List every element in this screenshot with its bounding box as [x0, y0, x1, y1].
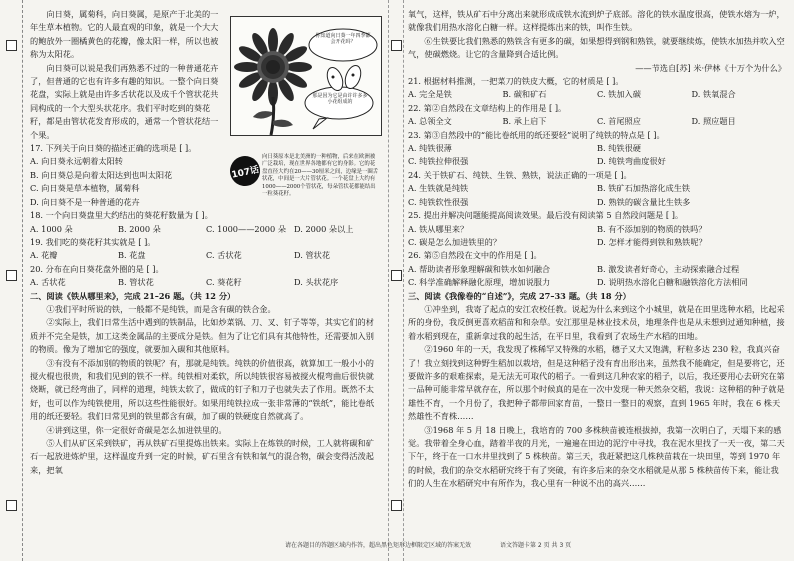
q19-option: D. 管状花 [294, 250, 331, 261]
q21-stem: 21. 根据材料推测，一把菜刀的铁皮大概，它的材质是 [ ]。 [408, 76, 624, 87]
right-column [408, 8, 786, 491]
q22-option: C. 首尾照应 [597, 116, 641, 127]
q22-options [408, 115, 786, 128]
q22-option: D. 照应题目 [691, 116, 736, 127]
q24-options [408, 182, 786, 195]
q21-options [408, 88, 786, 101]
q18-option: B. 2000 朵 [118, 223, 161, 234]
footer [0, 536, 794, 552]
q18-options [30, 223, 382, 236]
q24-options [408, 196, 786, 209]
q26-option: A. 帮助读者形象理解碳和铁水如何融合 [408, 263, 551, 274]
binding-hole [6, 270, 17, 281]
q17-option: D. 向日葵不是一种普通的花卉 [30, 196, 140, 207]
q17-option: A. 向日葵永远朝着太阳转 [30, 156, 123, 167]
q22-option: A. 总领全文 [408, 116, 452, 127]
q22-stem: 22. 第②自然段在文章结构上的作用是 [ ]。 [408, 102, 567, 113]
speech-bubble-top: 你知道向日葵一年四季都会开花吗？ [315, 33, 371, 45]
article-paragraph: ④讲到这里，你一定很好奇碳是怎么加进铁里的。 [46, 424, 227, 435]
q23-option: B. 纯铁很硬 [597, 143, 641, 154]
q25-options [408, 236, 786, 249]
q19-option: C. 舌状花 [206, 250, 242, 261]
binding-hole [6, 500, 17, 511]
q24-option: B. 铁矿石加热溶化成生铁 [597, 183, 691, 194]
article-paragraph: ①我们平时所说的铁，一般都不是纯铁，而是含有碳的铁合金。 [46, 303, 276, 314]
article-paragraph: ②实际上，我们日常生活中遇到的铁制品，比如炒菜锅、刀、叉、钉子等等，其实它们的材质并不完全是铁，加工这类金属品的主要成分是铁。但为了让它们具有其他特性，还需要加入别的物质。像为了增加它的强度，就要加入碳和其他原料。 [30, 317, 374, 355]
q20-stem: 20. 分布在向日葵花盘外圈的是 [ ]。 [30, 263, 164, 274]
q24-option: C. 纯铁软性很强 [408, 196, 469, 207]
q23-option: C. 纯铁拉伸很强 [408, 156, 469, 167]
article-continuation: ⑥生铁要比我们熟悉的熟铁含有更多的碳，如果想得到钢和熟铁，就要继续炼，使铁水加热并吹入空气，使碳燃烧。让它的含量降到合适比例。 [408, 35, 785, 60]
q21-option: A. 完全是铁 [408, 89, 452, 100]
q23-options [408, 155, 786, 168]
q23-option: A. 纯铁很薄 [408, 143, 452, 154]
binding-hole [6, 40, 17, 51]
q25-option: D. 怎样才能得到铁和熟铁呢？ [597, 236, 707, 247]
q19-option: A. 花瓣 [30, 250, 58, 261]
q23-options [408, 142, 786, 155]
q17-option: C. 向日葵是草本植物，属菊科 [30, 183, 140, 194]
q26-options [408, 276, 786, 289]
q26-option: B. 激发读者好奇心，主动探索融合过程 [597, 263, 740, 274]
q25-stem: 25. 提出并解决问题能提高阅读效果。最后没有阅读第 5 自然段问题是 [ ]。 [408, 210, 684, 221]
speech-bubble-bottom: 那是因为它是由许许多多小花组成的 [312, 93, 368, 105]
article-paragraph: ⑤人们从矿区采到铁矿，再从铁矿石里提炼出铁来。实际上在炼铁的时候，工人就将碳和矿石一起放进炼炉里，这样温度升到一定的时候，矿石里含有铁和氧气的混合物，碳会变得活泼起来，把氧 [30, 438, 374, 475]
q25-option: C. 碳是怎么加进铁里的？ [408, 236, 502, 247]
q19-options [30, 249, 382, 262]
q26-option: C. 科学准确解释融化原理，增加说服力 [408, 277, 551, 288]
q20-option: B. 管状花 [118, 277, 154, 288]
intro-paragraph: 向日葵可以说是我们再熟悉不过的一种普通花卉了，但普通的它也有许多有趣的知识。一整个向日葵花盘，实际上就是由许多舌状花以及成千个管状花共同构成的一个大型头状花序。我们平时吃到的葵花籽，都是由管状花发育形成的，通常一个管状花结一个果。 [30, 62, 219, 140]
binding-margin [0, 0, 23, 561]
q20-option: A. 舌状花 [30, 277, 66, 288]
episode-badge: 107话 [227, 153, 263, 189]
article-source: ——节选自[苏] 米·伊林《十万个为什么》 [635, 62, 786, 73]
figure-caption [230, 154, 380, 202]
q18-option: C. 1000——2000 朵 [206, 223, 287, 234]
q25-option: A. 铁从哪里来？ [408, 223, 469, 234]
q25-option: B. 有不添加别的物质的铁吗？ [597, 223, 707, 234]
q18-option: A. 1000 朵 [30, 223, 73, 234]
q20-option: C. 葵花籽 [206, 277, 242, 288]
section-3-heading: 三、阅读《我像卷的“自述”》，完成 27–33 题。（共 18 分） [408, 290, 631, 301]
q17-stem: 17. 下列关于向日葵的描述正确的选项是 [ ]。 [30, 143, 197, 154]
answer-area-warning: 请在各题目的答题区域内作答，超出黑色矩形边框限定区域的答案无效 [285, 542, 472, 549]
section-2-heading: 二、阅读《铁从哪里来》，完成 21–26 题。（共 12 分） [30, 290, 236, 301]
page-indicator: 语文答题卡第 2 页 共 3 页 [500, 542, 572, 549]
q21-option: C. 铁加入碳 [597, 89, 641, 100]
q26-stem: 26. 第⑤自然段在文中的作用是 [ ]。 [408, 250, 542, 261]
intro-paragraph: 向日葵，属菊科，向日葵属，是原产于北美的一年生草本植物。它的人最直观的印象，就是一个大大的鲍放外一圈橘黄色的花瓣，像太阳一样，所以也被称为太阳花。 [30, 9, 219, 60]
q26-options [408, 263, 786, 276]
article3-paragraph: ①冲坐到，我寄了起点的安江农校任教。说起为什么来到这个小城里，就是在田里选种水稻，比起采所的身份，我反倒更喜欢稻苗和和杂草。安江那里是林业技术员，地理条件也是从未想到过通知种植，接着水稻到现在，重新拿过我的起生活，在平日里，我看到了农场生产水稻的田地。 [408, 303, 785, 341]
article-continuation: 氧气，这样，铁从矿石中分离出来就形成成铁水流到炉子底部。溶化的铁水温度很高，使铁水熔为一炉，就像我们用热水溶化白糖一样。这样提炼出来的铁，叫作生铁。 [408, 9, 785, 33]
gutter-hole [391, 40, 402, 51]
q21-option: D. 铁氧混合 [691, 89, 736, 100]
q24-option: D. 熟铁的碳含量比生铁多 [597, 196, 691, 207]
q17-option: B. 向日葵总是向着太阳达到也叫太阳花 [30, 169, 173, 180]
q19-option: B. 花盘 [118, 250, 146, 261]
q25-options [408, 223, 786, 236]
q20-option: D. 头状花序 [294, 277, 339, 288]
q24-stem: 24. 关于铁矿石、纯铁、生铁、熟铁，说法正确的一项是 [ ]。 [408, 169, 632, 180]
q22-option: B. 承上启下 [502, 116, 547, 127]
gutter-hole [391, 500, 402, 511]
article3-paragraph: ②1960 年的一天，我发现了株稀罕又特殊的水稻，穗子又大又饱满，籽粒多达 230 粒，我真兴奋了！我立刻找到这种野生稻加以栽培，但是这种稻子没有育出形出来，虽然我不能确定，但是要将它，还要做许多的艰难探索，是无法无可取代的稻子。一看到这几种农家的稻子，以后，我还要用心去研究在第一品种可能非常早就存在，所以那个时候真的是在一次中发现一种天然杂交稻，我说：这种稻的种子就是雄性不育，一个月份了，我把种子都带回家育苗，一整日一整日的观察，直到 1965 年时，我在 6 株天然雄性不育株…… [408, 344, 785, 422]
caption-text: 向日葵原本是北美洲的一种植物，后来在欧洲被广泛栽培，现在世界各地都有它的身影。它的花盘直径大约在20——30厘米之间，边缘是一圈舌状花，中间是一大片管状花。一个花盘上大约有1000——2000个管状花，每朵管状花都能结出一粒葵花籽。 [262, 154, 379, 198]
q23-option: D. 纯铁弯曲度很好 [597, 156, 666, 167]
q23-stem: 23. 第③自然段中的“能比卷纸用的纸还要轻”说明了纯铁的特点是 [ ]。 [408, 129, 665, 140]
q18-option: D. 2000 朵以上 [294, 223, 354, 234]
q18-stem: 18. 一个向日葵盘里大约结出的葵花籽数量为 [ ]。 [30, 210, 213, 221]
q26-option: D. 说明热水溶化白糖和融铁溶化方法相同 [597, 277, 748, 288]
q19-stem: 19. 我们吃的葵花籽其实就是 [ ]。 [30, 236, 156, 247]
q20-options [30, 276, 382, 289]
sunflower-illustration [230, 16, 382, 136]
q21-option: B. 碳和矿石 [502, 89, 547, 100]
gutter-hole [391, 270, 402, 281]
q24-option: A. 生铁就是纯铁 [408, 183, 469, 194]
article-paragraph: ③有没有不添加别的物质的铁呢？有，那就是纯铁。纯铁的价值很高，就算加工一般小小的搅火棍也很贵，和我们见到的铁不一样。纯铁相对柔软，所以纯铁很容易被搅火棍弯曲后很快就烧断，就已经弯曲了，同样的道理，纯铁太软了，做成的钉子和刀子也就失去了作用。既然不太好，也可以作为纯铁使用，所以这些性能很好。如果用纯铁拉成一张非常薄的“铁纸”，能比卷纸用的纸还要轻。我们日常见到的铁里都含有碳，加了碳的铁硬度自然就高了。 [30, 357, 375, 422]
article3-paragraph: ③1968 年 5 月 18 日晚上，我培育的 700 多株秧苗被连根拔掉，我第一次明白了，天塌下来的感觉。我带着全身心血，踏着半夜的月光，一遍遍在田边的泥泞中寻找，我在泥水里找了一天一夜，第二天下午，终于在一口水井里找到了 5 株秧苗。第三天，我赶紧把这几株秧苗栽在一块田里，等到 1970 年的时候，我们的杂交水稻研究终于有了突破，有许多后来的杂交水稻就是从那 5 株秧苗传下来，能让我们的人生在水稻研究中有所作为，我心里有一种说不出的高兴…… [408, 424, 785, 489]
center-gutter [388, 0, 404, 561]
